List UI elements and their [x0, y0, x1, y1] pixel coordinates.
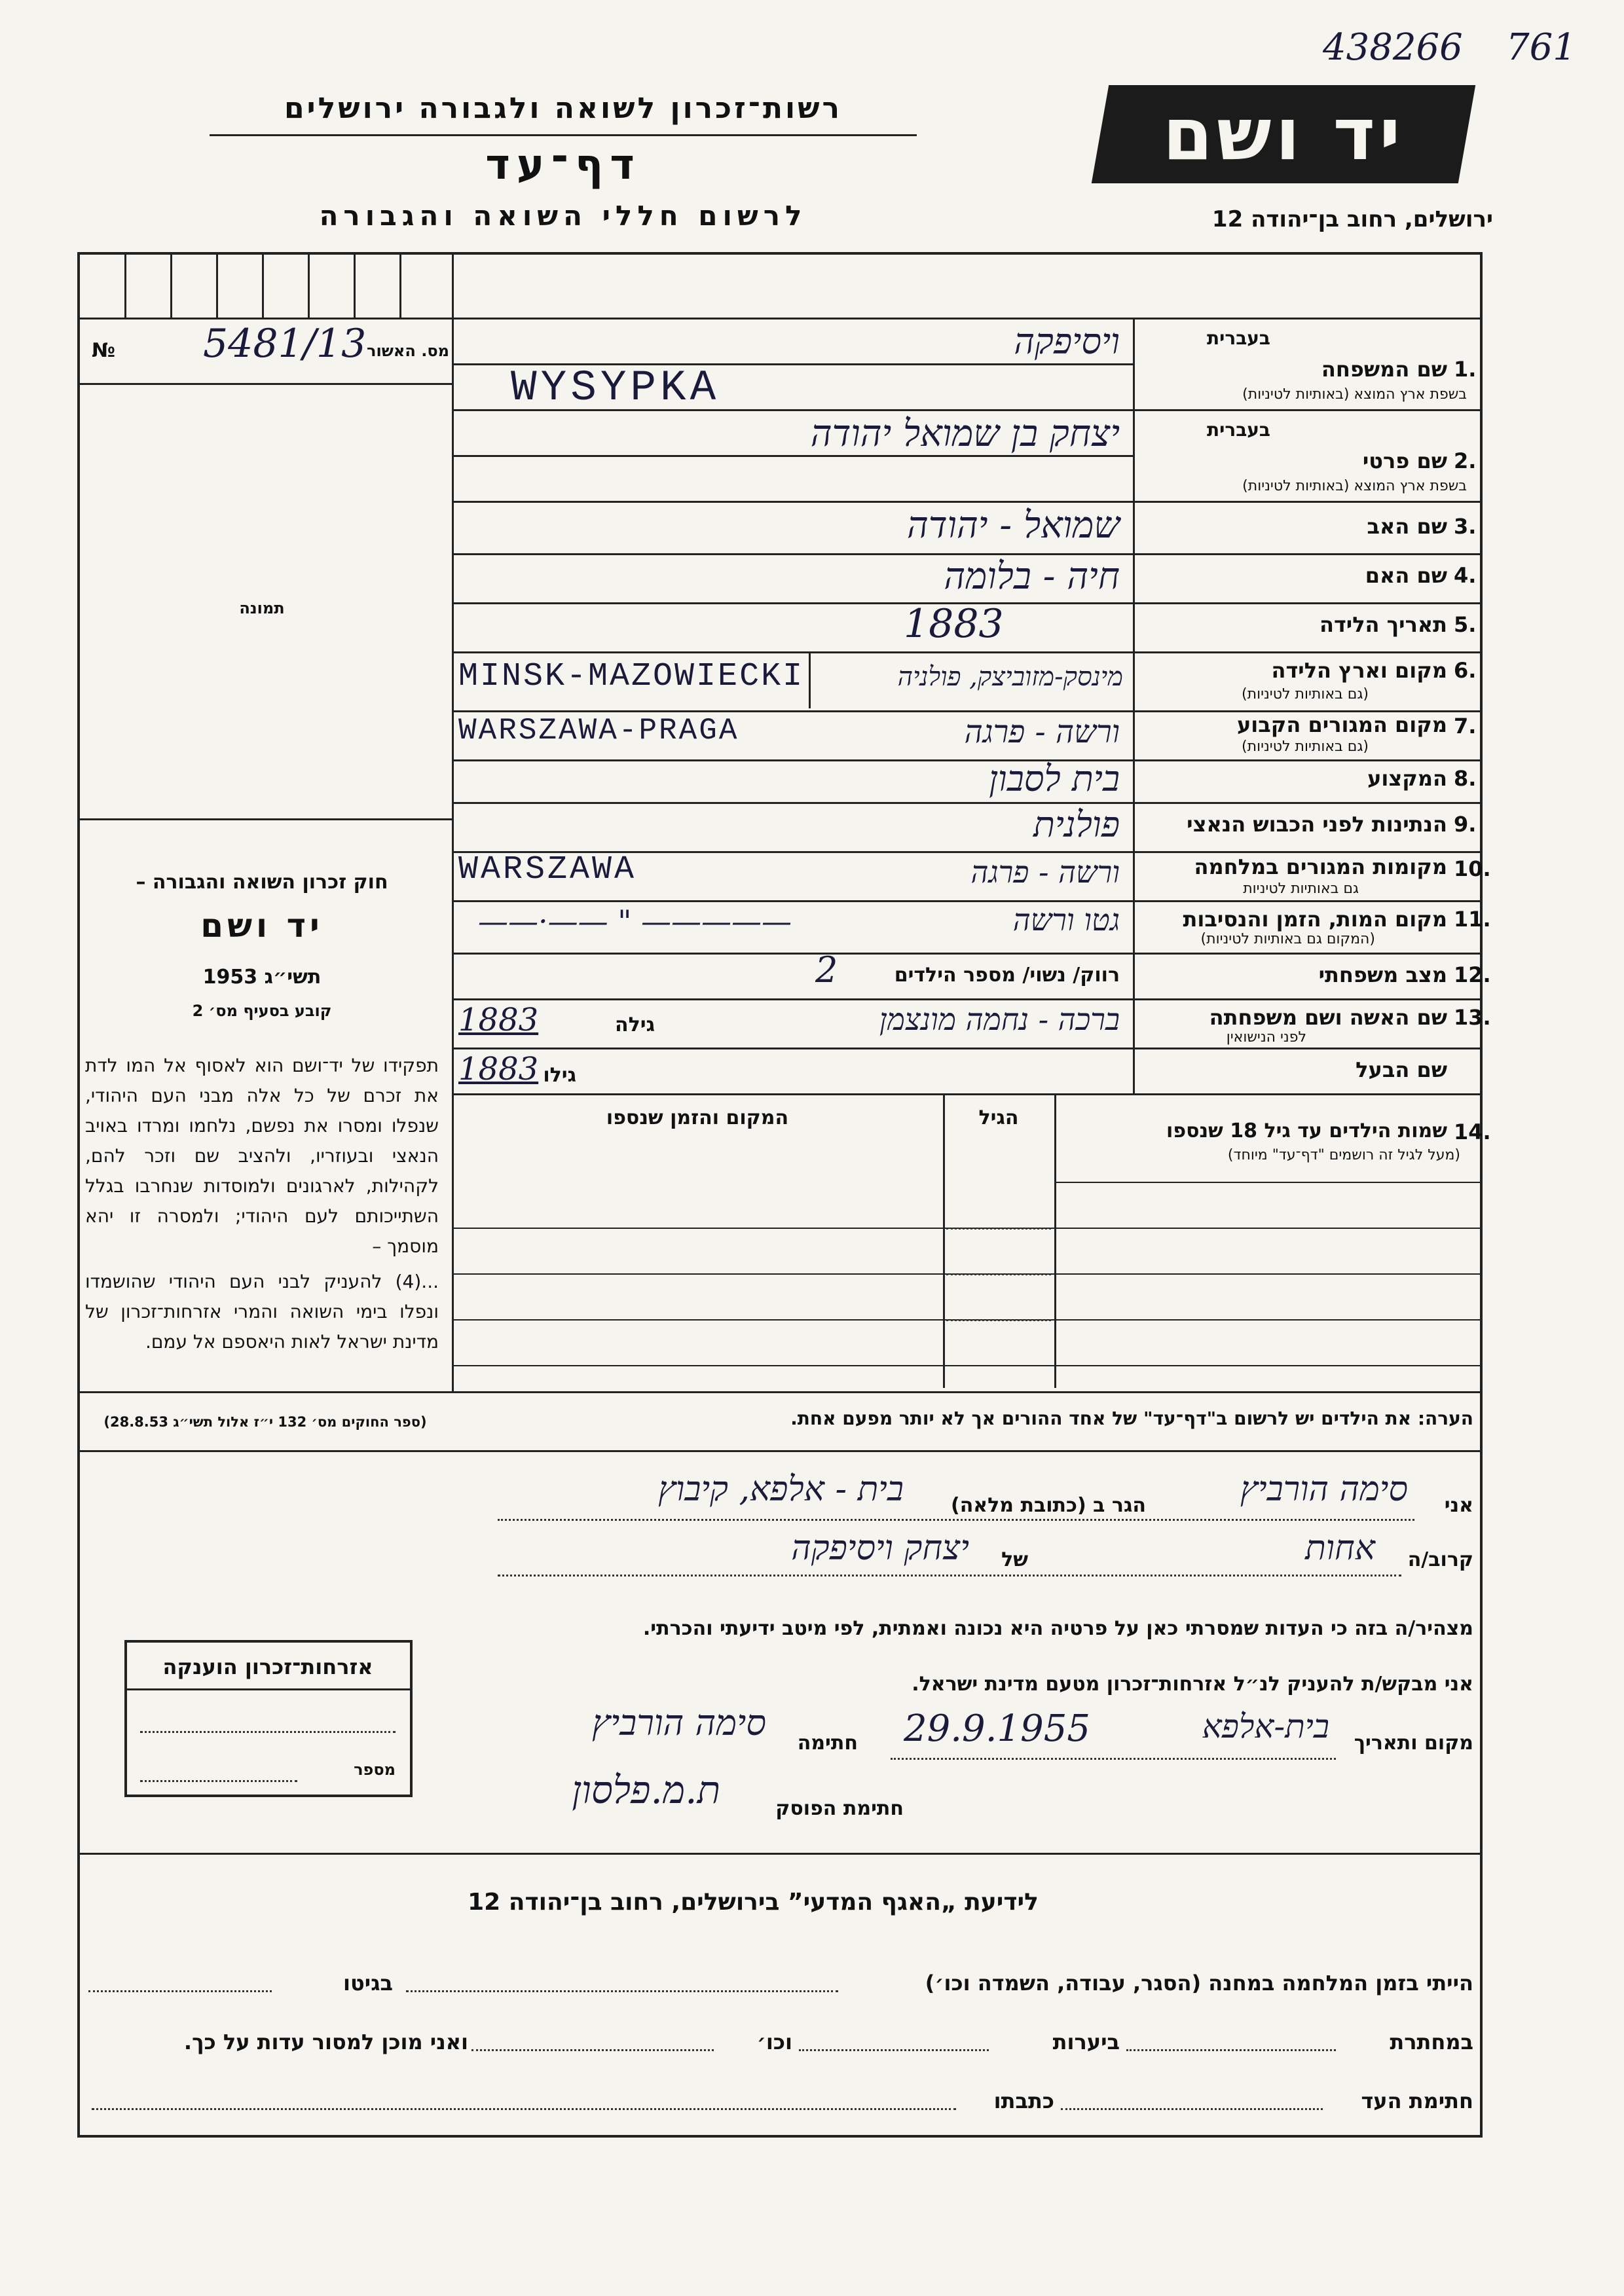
form-note: הערה: את הילדים יש לרשום ב"דף־עד" של אחד ההורים אך לא יותר מפעם אחת.	[790, 1408, 1473, 1429]
field-13-wife-age-label: גילה	[615, 1013, 655, 1036]
citizenship-box	[124, 1640, 413, 1797]
bottom-line1-camp: הייתי בזמן המלחמה במחנה (הסגר, עבודה, השמדה וכו׳)	[925, 1971, 1473, 1995]
decl-statement: מצהיר/ה בזה כי העדות שמסרתי כאן על פרטיה היא נכונה ואמתית, לפי מיטב ידיעתי והכרתי.	[642, 1617, 1473, 1640]
decl-date: 29.9.1955	[904, 1707, 1091, 1750]
decl-i-label: אני	[1444, 1494, 1473, 1517]
field-8-num: 8.	[1454, 766, 1477, 791]
field-14-num: 14.	[1454, 1120, 1491, 1144]
field-2-num: 2.	[1454, 448, 1477, 473]
field-10-value-hebrew: ורשה - פרגה	[970, 854, 1120, 890]
field-11-value-hebrew: גטו ורשה	[1012, 902, 1120, 938]
decl-officer-signature: ת.מ.פלסון	[572, 1768, 720, 1812]
field-9-num: 9.	[1454, 812, 1477, 837]
field-2-value: יצחק בן שמואל יהודה	[810, 412, 1120, 455]
archive-ref-1: 438266	[1323, 26, 1463, 69]
bottom-line2-forests: ביערות	[1052, 2030, 1120, 2054]
field-2-tag: בעברית	[1206, 419, 1270, 441]
field-7-value-latin: WARSZAWA-PRAGA	[458, 714, 739, 748]
children-col-age: הגיל	[978, 1106, 1019, 1129]
field-1-value-latin: WYSYPKA	[511, 363, 720, 412]
authority-title: רשות־זכרון לשואה ולגבורה ירושלים	[284, 92, 842, 125]
field-10-value-latin: WARSZAWA	[458, 851, 637, 888]
field-13-wife-age: 1883	[458, 1002, 539, 1038]
law-title: חוק זכרון השואה והגבורה –	[136, 871, 388, 894]
law-citation: (ספר החוקים מס׳ 132 י״ז אלול תשי״ג 28.8.53)	[103, 1414, 427, 1430]
field-5-label: תאריך הלידה	[1319, 612, 1447, 637]
field-8-label: המקצוע	[1367, 766, 1447, 791]
yad-vashem-logo	[1092, 85, 1475, 183]
field-14-label: שמות הילדים עד גיל 18 שנספו	[1166, 1120, 1447, 1142]
field-10-num: 10.	[1454, 856, 1491, 881]
decl-name: סימה הורביץ	[1240, 1470, 1408, 1509]
field-7-label: מקום המגורים הקבוע	[1236, 712, 1447, 737]
field-2-sub: בשפת ארץ המוצא (באותיות לטיניות)	[1242, 478, 1467, 494]
decl-lives-label: הגר ב (כתובת מלאה)	[950, 1494, 1146, 1517]
field-7-value-hebrew: ורשה - פרגה	[964, 714, 1120, 750]
address-line: ירושלים, רחוב בן־יהודה 12	[1211, 206, 1493, 232]
decl-signature: סימה הורביץ	[592, 1702, 766, 1743]
decl-request: אני מבקש/ת להעניק לנ״ל אזרחות־זכרון מטעם מדינת ישראל.	[912, 1673, 1473, 1696]
husband-age: 1883	[458, 1051, 539, 1087]
bottom-line2-underground: במחתרת	[1390, 2030, 1473, 2054]
decl-of-name: יצחק ויסיפקה	[791, 1529, 969, 1568]
husband-label: שם הבעל	[1356, 1057, 1447, 1082]
field-14-sub: (מעל לגיל זה רושמים "דף־עד" מיוחד)	[1227, 1147, 1460, 1163]
field-2-label: שם פרטי	[1362, 448, 1447, 473]
field-4-num: 4.	[1454, 563, 1477, 588]
field-12-status-text: רווק/ נשוי/ מספר הילדים	[894, 964, 1120, 987]
photo-label: תמונה	[239, 599, 285, 617]
field-7-num: 7.	[1454, 714, 1477, 738]
field-1-tag: בעברית	[1206, 327, 1270, 349]
field-7-sub: (גם באותיות לטיניות)	[1242, 738, 1369, 755]
field-6-sub: (גם באותיות לטיניות)	[1242, 686, 1369, 702]
decl-address: בית - אלפא, קיבוץ	[658, 1470, 904, 1509]
decl-relative: אחות	[1305, 1529, 1375, 1568]
law-clause: קובע בסעיף מס׳ 2	[192, 1002, 332, 1020]
field-11-sub: (המקום גם באותיות לטיניות)	[1200, 931, 1375, 947]
decl-of-label: של	[1001, 1548, 1028, 1571]
serial-label: מס. האשור	[367, 342, 449, 360]
citizenship-title: אזרחות־זכרון הוענקה	[162, 1654, 373, 1679]
field-12-children-count: 2	[815, 949, 838, 991]
field-10-label: מקומות המגורים במלחמה	[1194, 854, 1447, 879]
field-10-sub: גם באותיות לטיניות	[1243, 881, 1359, 897]
field-3-num: 3.	[1454, 514, 1477, 539]
field-11-label: מקום המות, הזמן והנסיבות	[1183, 907, 1447, 932]
form-subtitle: לרשום חללי השואה והגבורה	[319, 200, 807, 232]
field-4-value: חיה - בלומה	[944, 555, 1120, 598]
field-4-label: שם האם	[1365, 563, 1447, 588]
children-col-place: המקום והזמן שנספו	[606, 1106, 789, 1129]
field-11-num: 11.	[1454, 907, 1491, 932]
law-year: תשי״ג 1953	[202, 966, 322, 989]
bottom-line2-statement: ואני מוכן למסור עדות על כך.	[183, 2030, 468, 2054]
field-13-num: 13.	[1454, 1005, 1491, 1030]
logo-text: יד ושם	[1162, 92, 1405, 176]
field-11-value-dash: ——·—— " —————	[478, 903, 792, 939]
decl-officer-label: חתימת הפוסק	[775, 1797, 904, 1820]
decl-place-date-label: מקום ותאריך	[1354, 1732, 1473, 1755]
field-1-num: 1.	[1454, 357, 1477, 382]
law-paragraph-2: ...(4) להעניק לבני העם היהודי שהושמדו ונפלו בימי השואה והמרי אזרחות־זכרון של מדינת ישראל לאות היאספם אל עמם.	[85, 1271, 439, 1353]
field-13-label: שם האשה ושם משפחתה	[1209, 1005, 1447, 1030]
field-8-value: בית לסבון	[989, 758, 1120, 799]
bottom-line2-etc: וכו׳	[756, 2030, 792, 2054]
field-13-sub: לפני הנישואין	[1226, 1029, 1306, 1046]
field-6-label: מקום וארץ הלידה	[1271, 658, 1447, 683]
field-1-label: שם המשפחה	[1321, 357, 1447, 382]
field-1-sub: בשפת ארץ המוצא (באותיות לטיניות)	[1242, 386, 1467, 403]
field-12-label: מצב משפחתי	[1318, 962, 1447, 987]
husband-age-label: גילו	[543, 1064, 576, 1087]
field-6-value-latin: MINSK-MAZOWIECKI	[458, 658, 805, 695]
field-6-value-hebrew: מינסק-מזוביצק, פולניה	[897, 662, 1123, 692]
bottom-address-label: כתבתו	[993, 2088, 1054, 2113]
decl-signature-label: חתימה	[797, 1732, 858, 1755]
citizenship-number-label: מספר	[354, 1760, 396, 1779]
field-5-num: 5.	[1454, 612, 1477, 637]
field-6-num: 6.	[1454, 658, 1477, 683]
field-5-value: 1883	[904, 601, 1004, 647]
law-paragraph-1: תפקידו של יד־ושם הוא לאסוף אל המו לדת את זכרם של כל אלה מבני העם היהודי, שנפלו ומסרו את נפשם, נלחמו ומרדו באויב הנאצי ובעוזריו, ולהציב שם וזכר להם, לקהילות, לארגונים ולמוסדות שנחרבו בגלל השתייכותם לעם היהודי; ולמסרה זו יהא מוסמך –	[85, 1055, 439, 1257]
serial-number: 5481/13	[203, 321, 367, 367]
field-12-num: 12.	[1454, 962, 1491, 987]
field-1-value-hebrew: ויסיפקה	[1014, 321, 1120, 362]
bottom-line1-ghetto: בגיטו	[343, 1971, 393, 1995]
field-3-value: שמואל - יהודה	[906, 504, 1120, 547]
field-9-label: הנתינות לפני הכבוש הנאצי	[1187, 812, 1447, 837]
field-3-label: שם האב	[1367, 514, 1447, 539]
decl-place: בית-אלפא	[1202, 1707, 1329, 1745]
bottom-witness-signature-label: חתימת העד	[1361, 2088, 1473, 2113]
law-name: יד ושם	[200, 907, 323, 945]
archive-ref-2: 761	[1506, 26, 1576, 69]
field-9-value: פולנית	[1033, 804, 1120, 845]
bottom-title: לידיעת „האגף המדעי” בירושלים, רחוב בן־יהודה 12	[468, 1889, 1039, 1916]
decl-relative-label: קרוב/ה	[1407, 1548, 1473, 1571]
serial-symbol: №	[92, 339, 116, 362]
form-title: דף־עד	[485, 141, 641, 189]
field-13-wife-name: ברכה - נחמה מונצמן	[879, 1002, 1120, 1037]
